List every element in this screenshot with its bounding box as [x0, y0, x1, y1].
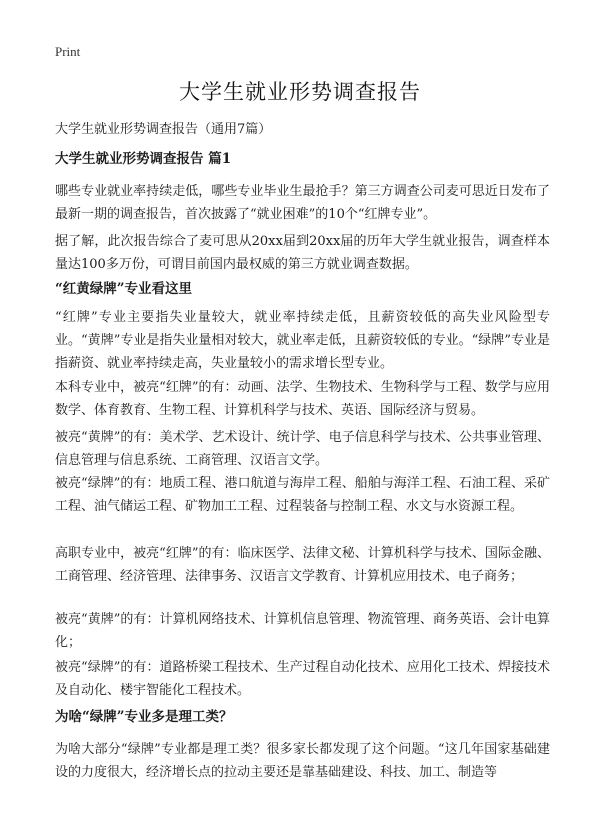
paragraph: 据了解，此次报告综合了麦可思从20xx届到20xx届的历年大学生就业报告，调查样本量达100多万份，可谓目前国内最权威的第三方就业调查数据。	[55, 234, 550, 272]
page-title: 大学生就业形势调查报告	[179, 80, 421, 104]
document-subtitle: 大学生就业形势调查报告（通用7篇）	[55, 122, 272, 137]
section-heading-1: 大学生就业形势调查报告 篇1	[55, 151, 232, 167]
paragraph: 本科专业中，被亮“红牌”的有：动画、法学、生物技术、生物科学与工程、数学与应用数学、体育教育、生物工程、计算机科学与技术、英语、国际经济与贸易。	[55, 380, 550, 418]
paragraph: 被亮“黄牌”的有：计算机网络技术、计算机信息管理、物流管理、商务英语、会计电算化；	[55, 612, 550, 650]
paragraph: 被亮“黄牌”的有：美术学、艺术设计、统计学、电子信息科学与技术、公共事业管理、信息管理与信息系统、工商管理、汉语言文学。	[55, 430, 550, 468]
paragraph: 哪些专业就业率持续走低，哪些专业毕业生最抢手？第三方调查公司麦可思近日发布了最新一期的调查报告，首次披露了“就业困难”的10个“红牌专业”。	[55, 184, 550, 222]
paragraph: “红牌”专业主要指失业量较大，就业率持续走低，且薪资较低的高失业风险型专业。“黄牌”专业是指失业量相对较大，就业率走低，且薪资较低的专业。“绿牌”专业是指薪资、就业率持续走高，失业量较小的需求增长型专业。	[55, 310, 550, 371]
paragraph: 被亮“绿牌”的有：地质工程、港口航道与海岸工程、船舶与海洋工程、石油工程、采矿工程、油气储运工程、矿物加工工程、过程装备与控制工程、水文与水资源工程。	[55, 476, 550, 514]
paragraph: 被亮“绿牌”的有：道路桥梁工程技术、生产过程自动化技术、应用化工技术、焊接技术及自动化、楼宇智能化工程技术。	[55, 660, 550, 698]
paragraph: 高职专业中，被亮“红牌”的有：临床医学、法律文秘、计算机科学与技术、国际金融、工商管理、经济管理、法律事务、汉语言文学教育、计算机应用技术、电子商务；	[55, 546, 550, 584]
section-heading-2: “红黄绿牌”专业看这里	[55, 281, 193, 297]
print-link[interactable]: Print	[55, 44, 81, 59]
section-heading-3: 为啥“绿牌”专业多是理工类？	[55, 709, 233, 725]
paragraph: 为啥大部分“绿牌”专业都是理工类？很多家长都发现了这个问题。“这几年国家基础建设的力度很大，经济增长点的拉动主要还是靠基础建设、科技、加工、制造等	[55, 742, 550, 780]
